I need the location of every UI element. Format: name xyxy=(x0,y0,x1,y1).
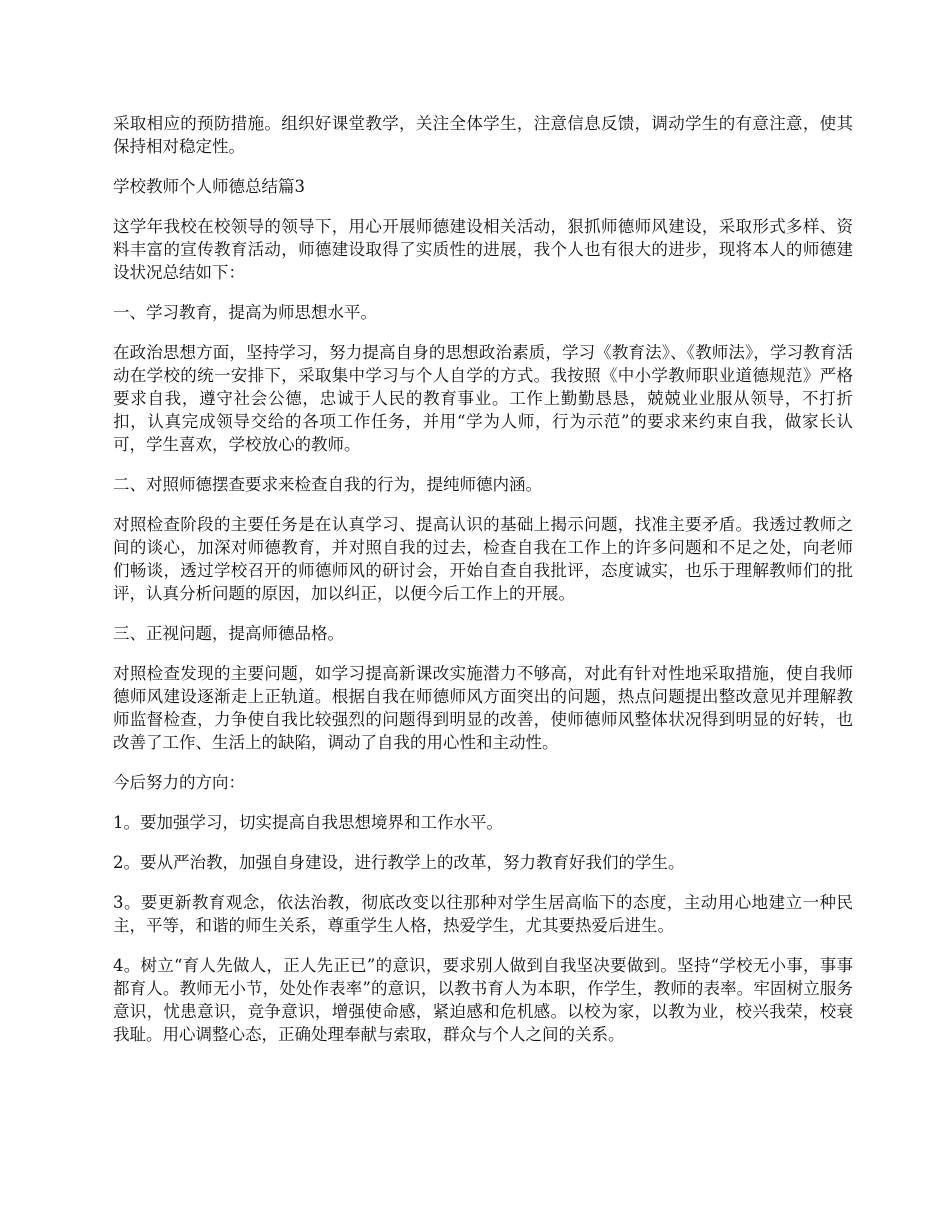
list-item-2: 2。要从严治教，加强自身建设，进行教学上的改革，努力教育好我们的学生。 xyxy=(113,853,685,872)
paragraph-prevention-measures: 采取相应的预防措施。组织好课堂教学，关注全体学生，注意信息反馈，调动学生的有意注意，使其保持相对稳定性。 xyxy=(113,114,853,156)
list-item-3: 3。要更新教育观念，依法治教，彻底改变以往那种对学生居高临下的态度，主动用心地建立一种民主，平等，和谐的师生关系，尊重学生人格，热爱学生，尤其要热爱后进生。 xyxy=(113,893,853,935)
heading-part-two: 二、对照师德摆查要求来检查自我的行为，提纯师德内涵。 xyxy=(113,475,542,494)
heading-future-direction: 今后努力的方向： xyxy=(113,773,245,792)
paragraph-self-check: 对照检查阶段的主要任务是在认真学习、提高认识的基础上揭示问题，找准主要矛盾。我透过教师之间的谈心，加深对师德教育，并对照自我的过去，检查自我在工作上的许多问题和不足之处，向老师们畅谈，透过学校召开的师德师风的研讨会，开始自查自我批评，态度诚实，也乐于理解教师们的批评，认真分析问题的原因，加以纠正，以便今后工作上的开展。 xyxy=(113,515,853,603)
document-body xyxy=(113,112,853,1046)
heading-part-one: 一、学习教育，提高为师思想水平。 xyxy=(113,303,377,322)
paragraph-political-thought: 在政治思想方面，坚持学习，努力提高自身的思想政治素质，学习《教育法》、《教师法》，学习教育活动在学校的统一安排下，采取集中学习与个人自学的方式。我按照《中小学教师职业道德规范》严格要求自我，遵守社会公德，忠诚于人民的教育事业。工作上勤勤恳恳，兢兢业业服从领导，不打折扣，认真完成领导交给的各项工作任务，并用“学为人师，行为示范”的要求来约束自我，做家长认可，学生喜欢，学校放心的教师。 xyxy=(113,343,853,454)
section-title: 学校教师个人师德总结篇3 xyxy=(113,177,305,196)
paragraph-intro: 这学年我校在校领导的领导下，用心开展师德建设相关活动，狠抓师德师风建设，采取形式多样、资料丰富的宣传教育活动，师德建设取得了实质性的进展，我个人也有很大的进步，现将本人的师德建设状况总结如下： xyxy=(113,217,853,282)
list-item-4: 4。树立“育人先做人，正人先正已”的意识，要求别人做到自我坚决要做到。坚持“学校无小事，事事都育人。教师无小节，处处作表率”的意识，以教书育人为本职，作学生，教师的表率。牢固树立服务意识，忧患意识，竞争意识，增强使命感，紧迫感和危机感。以校为家，以教为业，校兴我荣，校衰我耻。用心调整心态，正确处理奉献与索取，群众与个人之间的关系。 xyxy=(113,956,853,1044)
paragraph-face-problems: 对照检查发现的主要问题，如学习提高新课改实施潜力不够高，对此有针对性地采取措施，使自我师德师风建设逐渐走上正轨道。根据自我在师德师风方面突出的问题，热点问题提出整改意见并理解教师监督检查，力争使自我比较强烈的问题得到明显的改善，使师德师风整体状况得到明显的好转，也改善了工作、生活上的缺陷，调动了自我的用心性和主动性。 xyxy=(113,664,853,752)
list-item-1: 1。要加强学习，切实提高自我思想境界和工作水平。 xyxy=(113,813,503,832)
heading-part-three: 三、正视问题，提高师德品格。 xyxy=(113,624,344,643)
